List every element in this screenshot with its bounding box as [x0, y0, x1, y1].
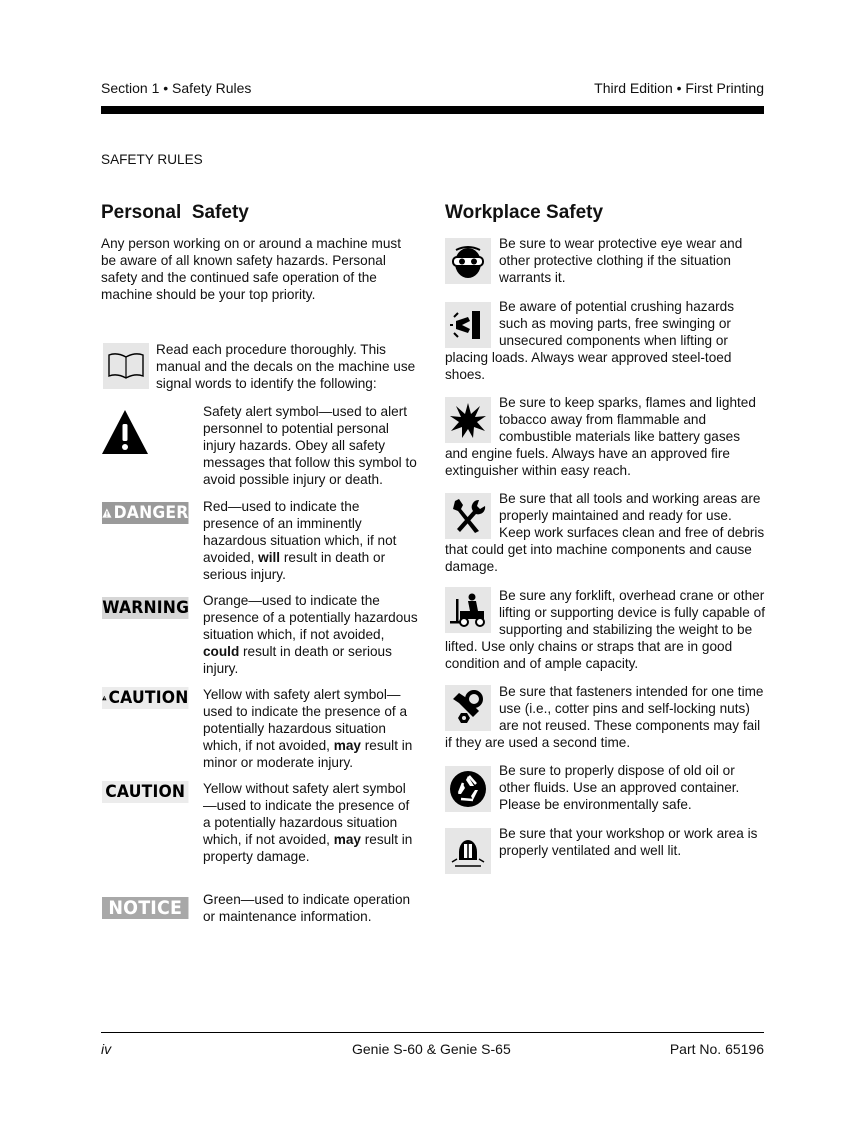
open-book-icon	[103, 343, 149, 389]
danger-signal-word	[102, 502, 188, 524]
header-rule	[101, 106, 764, 114]
personal-safety-title: Personal Safety	[101, 202, 249, 223]
caution-signal-word	[102, 781, 188, 803]
footer-part-number: Part No. 65196	[669, 1041, 764, 1057]
page-label: SAFETY RULES	[101, 152, 203, 167]
danger-description: Red—used to indicate the presence of an imminently hazardous situation which, if not avoided, will result in death or serious injury.	[203, 499, 397, 582]
warning-description: Orange—used to indicate the presence of a potentially hazardous situation which, if not avoided, could result in death or serious injury.	[203, 593, 418, 676]
caution-description: Yellow without safety alert symbol—used to indicate the presence of a potentially hazardous situation which, if not avoided, may result in property damage.	[203, 781, 413, 864]
header-section: Section 1 • Safety Rules	[101, 80, 252, 96]
personal-safety-intro: Any person working on or around a machine must be aware of all known safety hazards. Personal safety and the continued safe operation of the machine should be your top priority.	[101, 236, 401, 302]
footer-model: Genie S-60 & Genie S-65	[352, 1041, 511, 1057]
workplace-item-lifting: Be sure any forklift, overhead crane or other lifting or supporting device is fully capable of supporting and stabilizing the weight to be lifted. Use only chains or straps that are in good condition and of ample capacity.	[445, 588, 765, 671]
header-edition: Third Edition • First Printing	[594, 80, 764, 96]
warning-signal-word	[102, 597, 188, 619]
workplace-item-ventilation: Be sure that your workshop or work area is properly ventilated and well lit.	[499, 826, 758, 858]
danger-label: DANGER	[113, 503, 189, 523]
warning-label: WARNING	[102, 598, 190, 618]
caution-alert-signal-word	[102, 687, 188, 709]
workplace-item-eyewear: Be sure to wear protective eye wear and other protective clothing if the situation warrants it.	[499, 236, 743, 285]
safety-alert-icon	[101, 408, 149, 461]
footer-rule	[101, 1032, 764, 1033]
caution-alert-label: CAUTION	[108, 688, 189, 708]
read-procedure-note: Read each procedure thoroughly. This manual and the decals on the machine use signal words to identify the following:	[156, 342, 416, 391]
footer-page-number: iv	[101, 1041, 112, 1057]
notice-description: Green—used to indicate operation or maintenance information.	[203, 892, 411, 924]
workplace-item-fasteners: Be sure that fasteners intended for one time use (i.e., cotter pins and self-locking nuts) are not reused. These components may fail if they are used a second time.	[445, 684, 764, 750]
workplace-item-tools: Be sure that all tools and working areas are properly maintained and ready for use. Keep work surfaces clean and free of debris that could get into machine components and cause damage.	[445, 491, 765, 574]
notice-label: NOTICE	[108, 897, 183, 919]
workplace-safety-title: Workplace Safety	[445, 202, 604, 223]
notice-signal-word	[102, 897, 188, 919]
safety-alert-description: Safety alert symbol—used to alert personnel to potential personal injury hazards. Obey all safety messages that follow this symbol to avoid possible injury or death.	[203, 404, 417, 487]
workplace-item-crushing: Be aware of potential crushing hazards such as moving parts, free swinging or unsecured components when lifting or placing loads. Always wear approved steel-toed shoes.	[445, 299, 735, 382]
workplace-item-disposal: Be sure to properly dispose of old oil or other fluids. Use an approved container. Please be environmentally safe.	[499, 763, 740, 812]
caution-alert-description: Yellow with safety alert symbol—used to indicate the presence of a potentially hazardous situation which, if not avoided, may result in minor or moderate injury.	[203, 687, 413, 770]
caution-label: CAUTION	[105, 782, 186, 802]
workplace-item-fire: Be sure to keep sparks, flames and lighted tobacco away from flammable and combustible materials like battery gases and engine fuels. Always have an approved fire extinguisher within easy reach.	[445, 395, 756, 478]
